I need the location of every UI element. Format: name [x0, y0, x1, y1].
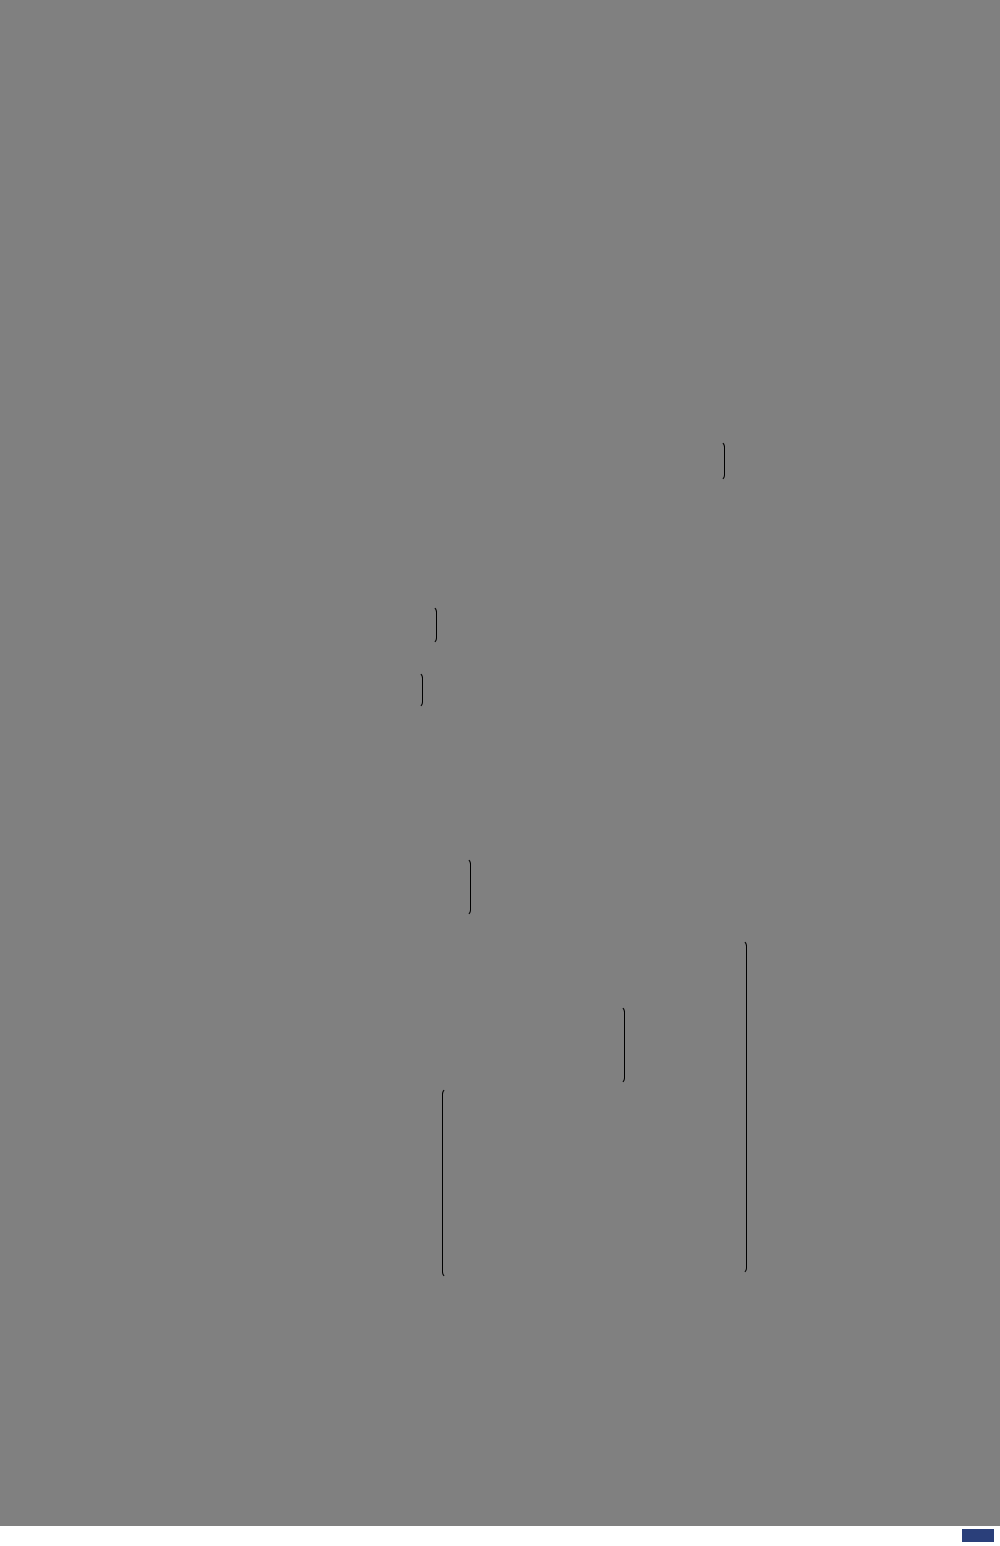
- brace: [462, 858, 471, 916]
- brace: [442, 1088, 451, 1278]
- brace: [430, 606, 437, 644]
- brace: [416, 672, 423, 708]
- dfg-logo: [962, 1529, 994, 1542]
- brace: [738, 940, 747, 1274]
- footer-bar: [0, 1526, 1000, 1546]
- brace: [718, 441, 725, 481]
- brace: [616, 1006, 625, 1084]
